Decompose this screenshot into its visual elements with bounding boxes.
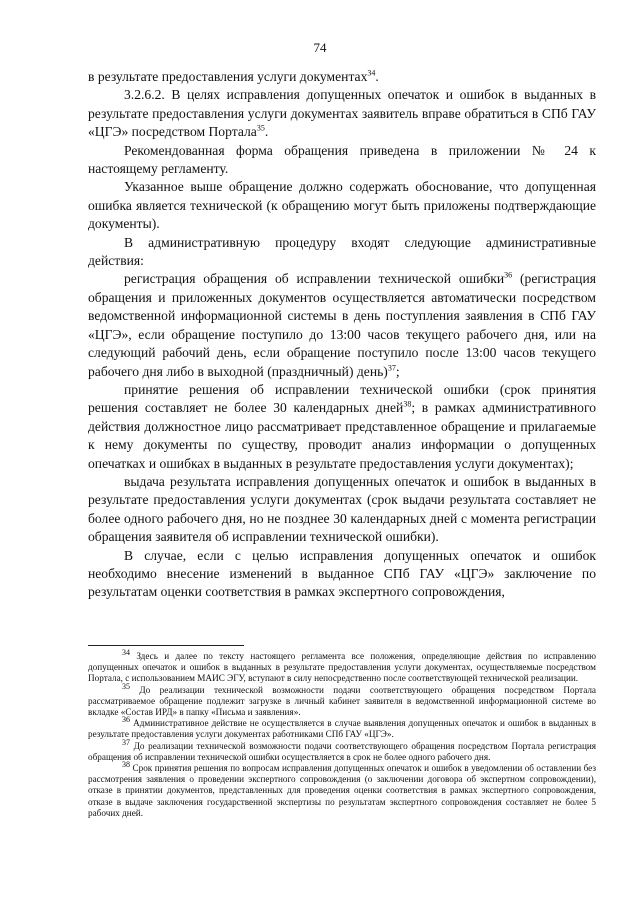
paragraph: регистрация обращения об исправлении технической ошибки$^{36}$ (регистрация обращения и приложенных документов осуществляется автоматически посредством ведомственной информационной системы в день поступления заявления в СПб ГАУ «ЦГЭ», если обращение поступило до 13:00 часов текущего рабочего дня, или на следующий рабочий день, если обращение поступило после 13:00 часов текущего рабочего дня либо в выходной (праздничный) день)$^{37}$; (88, 270, 596, 379)
footnote: $^{37}$ До реализации технической возможности подачи соответствующего обращения посредством Портала регистрация обращения об исправлении технической ошибки осуществляется в срок не более одного рабочего дня. (88, 737, 597, 762)
paragraph: Рекомендованная форма обращения приведена в приложении № 24 к настоящему регламенту. (88, 142, 596, 177)
footnote-ref: 34 (367, 68, 376, 78)
paragraph: принятие решения об исправлении технической ошибки (срок принятия решения составляет не более 30 календарных дней$^{38}$; в рамках административного действия должностное лицо рассматривает представленное обращение и прилагаемые к нему документы по существу, проводит анализ информации о допущенных опечатках и ошибках в выданных в результате предоставления услуги документах); (88, 381, 597, 471)
paragraph: 3.2.6.2. В целях исправления допущенных опечаток и ошибок в выданных в результате предоставления услуги документах заявитель вправе обратиться в СПб ГАУ «ЦГЭ» посредством Портала$^{35}$. (88, 87, 596, 140)
footnote: $^{36}$ Административное действие не осуществляется в случае выявления допущенных опечаток и ошибок в выданных в результате предоставления услуги документах работниками СПб ГАУ «ЦГЭ». (88, 715, 597, 740)
footnote-ref: 37 (387, 362, 396, 372)
footnote: $^{34}$ Здесь и далее по тексту настоящего регламента все положения, определяющие действия по исправлению допущенных опечаток и ошибок в выданных в результате предоставления услуги документах, осуществляемые посредством Портала, с использованием МАИС ЭГУ, вступают в силу непосредственно после соответствующей технической реализации. (88, 647, 597, 684)
footnotes (88, 647, 597, 819)
paragraph: В случае, если с целью исправления допущенных опечаток и ошибок необходимо внесение изменений в выданное СПб ГАУ «ЦГЭ» заключение по результатам оценки соответствия в рамках экспертного сопровождения, (88, 547, 596, 600)
paragraph: в результате предоставления услуги документах$^{34}$. (88, 68, 379, 84)
footnote-ref: 38 (403, 399, 412, 409)
paragraph: выдача результата исправления допущенных опечаток и ошибок в выданных в результате предоставления услуги документах (срок выдачи результата составляет не более одного рабочего дня, но не позднее 30 календарных дней с момента регистрации обращения заявителя об исправлении технической ошибки). (88, 473, 596, 545)
footnote: $^{38}$ Срок принятия решения по вопросам исправления допущенных опечаток и ошибок в уведомлении об оставлении без рассмотрения заявления о проведении экспертного сопровождения (о заключении договора об экспертном сопровождении), отказе в принятии документов, представленных для проведения оценки соответствия в рамках экспертного сопровождения, отказе в выдаче заключения государственной экспертизы по результатам экспертного сопровождения составляет не более 5 рабочих дней. (88, 759, 596, 818)
footnote-ref: 36 (504, 270, 513, 280)
paragraph: В административную процедуру входят следующие административные действия: (88, 234, 596, 269)
footnote-ref: 35 (256, 123, 265, 133)
body-text (88, 68, 596, 602)
page-number: 74 (313, 40, 327, 55)
paragraph: Указанное выше обращение должно содержать обоснование, что допущенная ошибка является технической (к обращению могут быть приложены подтверждающие документы). (88, 179, 596, 232)
footnote: $^{35}$ До реализации технической возможности подачи соответствующего обращения посредством Портала рассматриваемое обращение подлежит загрузке в личный кабинет заявителя в ведомственной информационной системе во вкладке «Состав ИРД» в папку «Письма и заявления». (88, 681, 597, 718)
footnote-divider (88, 645, 244, 646)
